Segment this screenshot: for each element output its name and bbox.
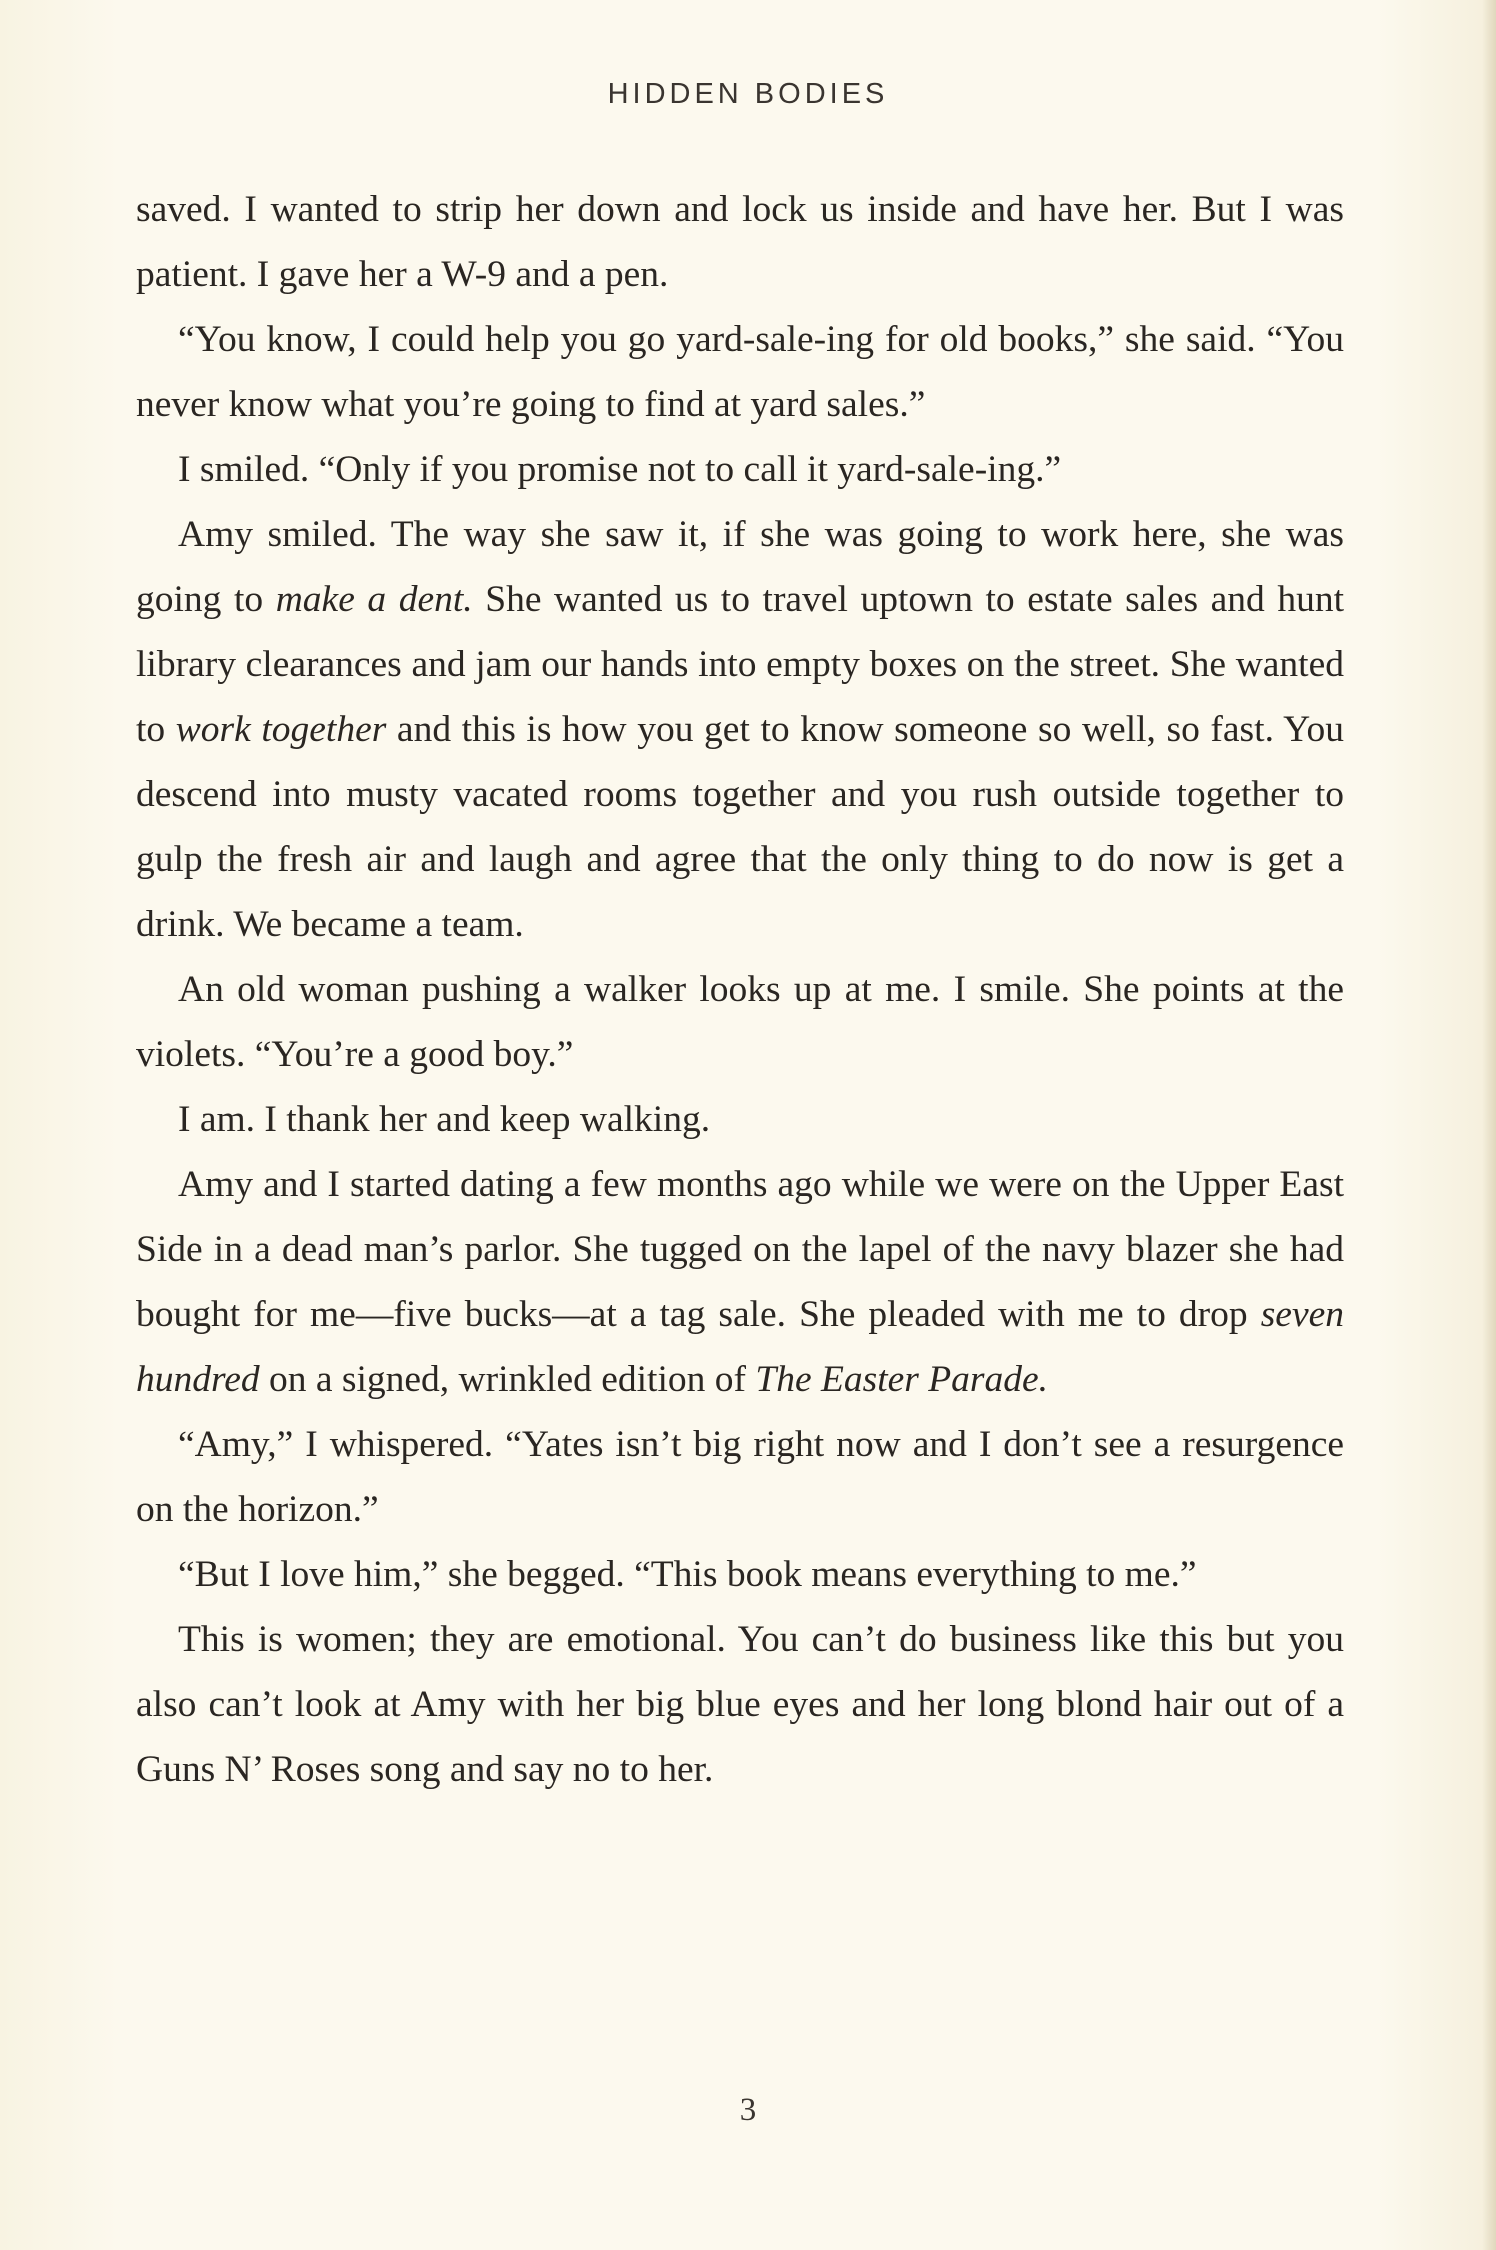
paragraph-4-italic-make-a-dent: make a dent.: [275, 579, 473, 620]
paragraph-4-text-a: Amy smiled. The way she saw it, if she was going to work here, she was going to: [136, 514, 1344, 620]
paragraph-1: saved. I wanted to strip her down and lock us inside and have her. But I was patient. I gave her a W-9 and a pen.: [136, 189, 1344, 295]
paragraph-7: [136, 1152, 1344, 1412]
page-number: 3: [739, 2092, 757, 2128]
paragraph-4-italic-work-together: work together: [175, 709, 387, 750]
paragraph-7-text-a: Amy and I started dating a few months ago while we were on the Upper East Side in a dead man’s parlor. She tugged on the lapel of the navy blazer she had bought for me—five bucks—at a tag sale. She pleaded with me to drop: [136, 1164, 1344, 1335]
paragraph-8: “Amy,” I whispered. “Yates isn’t big right now and I don’t see a resurgence on the horizon.”: [136, 1424, 1344, 1530]
body-text: [136, 177, 1344, 1802]
paragraph-10: This is women; they are emotional. You can’t do business like this but you also can’t look at Amy with her big blue eyes and her long blond hair out of a Guns N’ Roses song and say no to her.: [136, 1619, 1344, 1790]
paragraph-7-italic-book-title: The Easter Parade.: [755, 1359, 1049, 1400]
paragraph-6: I am. I thank her and keep walking.: [178, 1099, 711, 1140]
paragraph-9: “But I love him,” she begged. “This book means everything to me.”: [178, 1554, 1197, 1595]
paragraph-4: [136, 502, 1344, 957]
paragraph-3: I smiled. “Only if you promise not to call it yard-sale-ing.”: [178, 449, 1062, 490]
paragraph-7-text-c: on a signed, wrinkled edition of: [259, 1359, 756, 1400]
page-edge-shadow: [1482, 0, 1496, 2250]
running-head: HIDDEN BODIES: [607, 78, 889, 110]
paragraph-4-text-e: and this is how you get to know someone so well, so fast. You descend into musty vacated rooms together and you rush outside together to gulp the fresh air and laugh and agree that the only thing to do now is get a drink. We became a team.: [136, 709, 1344, 945]
paragraph-7-italic-seven-hundred: seven hundred: [136, 1294, 1344, 1400]
paragraph-4-text-c: She wanted us to travel uptown to estate sales and hunt library clearances and jam our hands into empty boxes on the street. She wanted to: [136, 579, 1344, 750]
paragraph-2: “You know, I could help you go yard-sale-ing for old books,” she said. “You never know what you’re going to find at yard sales.”: [136, 319, 1344, 425]
paragraph-5: An old woman pushing a walker looks up at me. I smile. She points at the violets. “You’re a good boy.”: [136, 969, 1344, 1075]
